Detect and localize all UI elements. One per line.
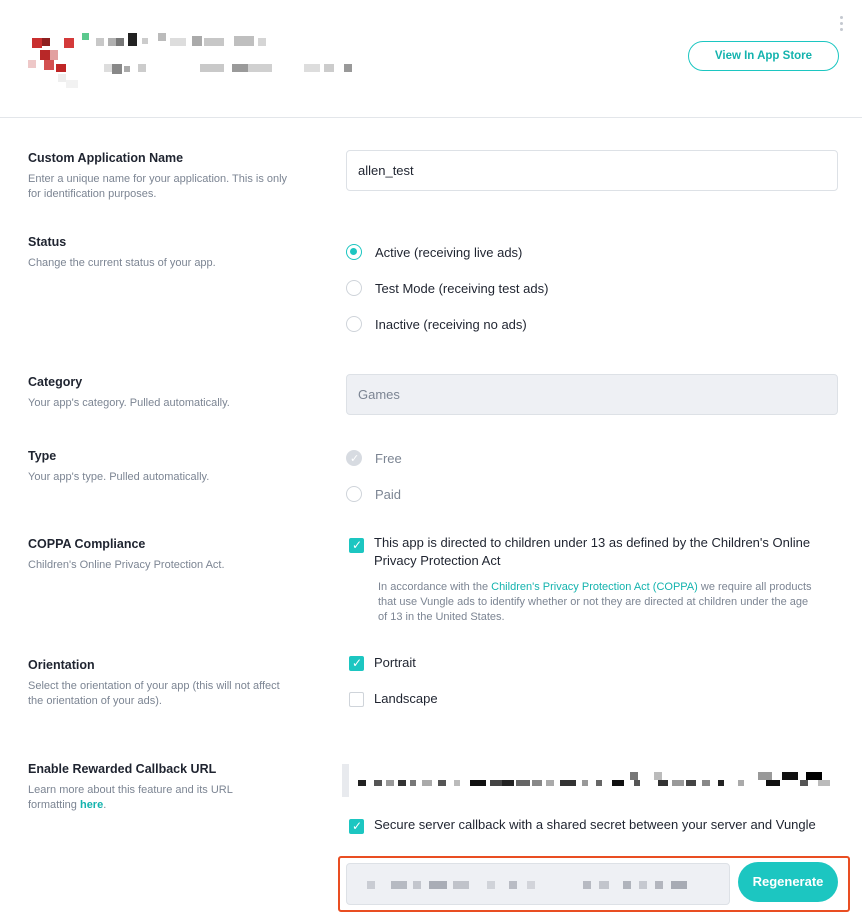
type-description: Your app's type. Pulled automatically. — [28, 471, 210, 483]
portrait-label: Portrait — [374, 655, 416, 670]
type-option-free — [346, 448, 402, 468]
custom-name-title: Custom Application Name — [28, 151, 184, 165]
orientation-description: Select the orientation of your app (this will not affect the orientation of your ads). — [28, 680, 280, 707]
landscape-label: Landscape — [374, 691, 438, 706]
app-header — [0, 0, 862, 118]
status-option-label: Test Mode (receiving test ads) — [375, 280, 549, 296]
orientation-title: Orientation — [28, 658, 95, 672]
radio-unselected-icon — [346, 486, 362, 502]
coppa-description: Children's Online Privacy Protection Act. — [28, 559, 225, 571]
type-title: Type — [28, 449, 57, 463]
callback-help-link[interactable]: here — [79, 799, 104, 811]
coppa-checkbox[interactable] — [349, 538, 364, 553]
radio-unselected-icon[interactable] — [346, 280, 362, 296]
coppa-act-link[interactable]: Children's Privacy Protection Act (COPPA) — [491, 581, 698, 593]
callback-description — [28, 783, 278, 813]
status-option-inactive[interactable] — [346, 314, 527, 334]
portrait-checkbox[interactable] — [349, 656, 364, 671]
radio-selected-icon[interactable] — [346, 244, 362, 260]
coppa-note-prefix: In accordance with the — [378, 581, 492, 593]
custom-name-input[interactable]: allen_test — [346, 150, 838, 191]
landscape-checkbox[interactable] — [349, 692, 364, 707]
type-option-label: Free — [375, 450, 402, 466]
shared-secret-field-redacted — [346, 863, 730, 905]
more-options-icon[interactable] — [838, 16, 844, 34]
callback-url-field-redacted[interactable] — [342, 764, 838, 797]
app-icon — [26, 32, 82, 88]
status-option-label: Active (receiving live ads) — [375, 244, 523, 260]
category-title: Category — [28, 375, 83, 389]
secure-callback-label: Secure server callback with a shared secret between your server and Vungle — [374, 817, 816, 832]
callback-description-text: Learn more about this feature and its URL formatting — [28, 784, 233, 811]
coppa-title: COPPA Compliance — [28, 537, 146, 551]
custom-name-description: Enter a unique name for your application. This is only for identification purposes. — [28, 173, 288, 200]
status-option-label: Inactive (receiving no ads) — [375, 316, 527, 332]
regenerate-button[interactable]: Regenerate — [738, 862, 838, 902]
status-title: Status — [28, 235, 67, 249]
radio-unselected-icon[interactable] — [346, 316, 362, 332]
view-in-app-store-button[interactable]: View In App Store — [688, 41, 839, 71]
coppa-note-suffix: we require all products that use Vungle ads to identify whether or not they are directed at children under the age of 13 in the United States. — [378, 581, 812, 623]
coppa-note — [378, 580, 818, 625]
status-option-active[interactable] — [346, 242, 522, 262]
callback-title: Enable Rewarded Callback URL — [28, 762, 217, 776]
type-option-label: Paid — [375, 486, 402, 502]
category-field: Games — [346, 374, 838, 415]
callback-description-suffix: . — [103, 799, 107, 811]
status-description: Change the current status of your app. — [28, 257, 216, 269]
secure-callback-checkbox[interactable] — [349, 819, 364, 834]
status-option-test-mode[interactable] — [346, 278, 548, 298]
radio-disabled-checked-icon — [346, 450, 362, 466]
type-option-paid — [346, 484, 401, 504]
coppa-checkbox-label: This app is directed to children under 13 as defined by the Children's Online Privacy Protection Act — [374, 535, 811, 568]
category-description: Your app's category. Pulled automatically. — [28, 397, 230, 409]
